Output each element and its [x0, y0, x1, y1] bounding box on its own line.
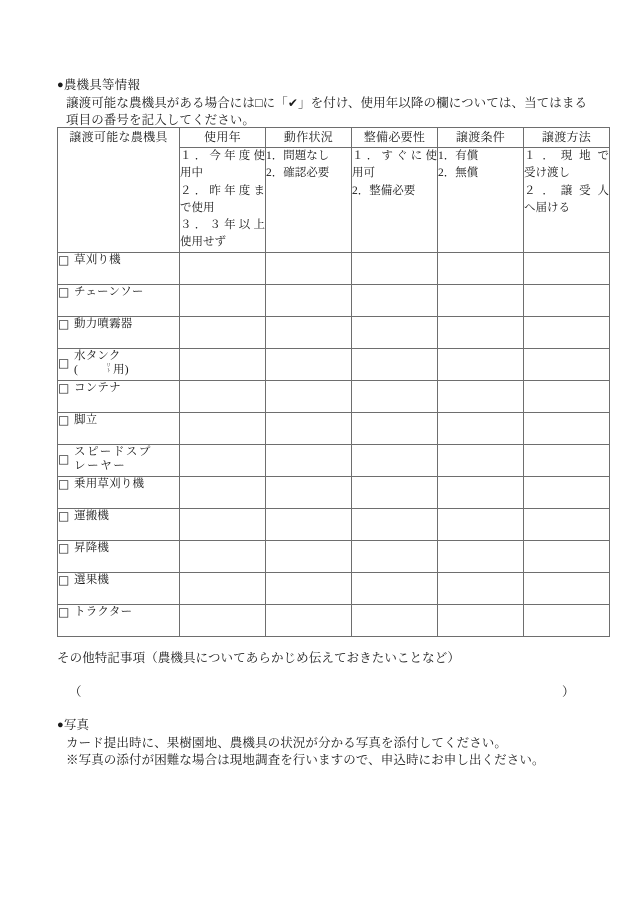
- input-cell-maintenance-need[interactable]: [352, 348, 438, 380]
- input-cell-transfer-terms[interactable]: [438, 252, 524, 284]
- input-cell-operating-condition[interactable]: [266, 412, 352, 444]
- input-cell-usage-year[interactable]: [180, 412, 266, 444]
- option-line: 受け渡し: [524, 167, 570, 180]
- input-cell-transfer-method[interactable]: [524, 380, 610, 412]
- input-cell-operating-condition[interactable]: [266, 444, 352, 476]
- photo-section-heading-text: 写真: [63, 718, 90, 732]
- input-cell-transfer-method[interactable]: [524, 604, 610, 636]
- other-notes-paren-close: ）: [562, 685, 575, 699]
- table-row: [58, 252, 610, 284]
- other-notes-paren-open: （: [69, 685, 82, 699]
- input-cell-transfer-method[interactable]: [524, 284, 610, 316]
- input-cell-transfer-method[interactable]: [524, 476, 610, 508]
- input-cell-maintenance-need[interactable]: [352, 380, 438, 412]
- equipment-label-line-2: レーヤー: [74, 460, 127, 473]
- option-line: 用可: [352, 167, 375, 180]
- table-row: [58, 348, 610, 380]
- equipment-label-line-1: スピードスプ: [74, 445, 153, 458]
- equipment-label: チェーンソー: [74, 286, 144, 299]
- photo-section-heading: [57, 717, 89, 734]
- equipment-table: [57, 127, 610, 637]
- input-cell-usage-year[interactable]: [180, 508, 266, 540]
- instruction-text-before-check: 譲渡可能な農機具がある場合には□に「: [66, 96, 288, 110]
- table-row: [58, 380, 610, 412]
- options-cell-transfer-method: [524, 148, 610, 253]
- input-cell-operating-condition[interactable]: [266, 508, 352, 540]
- equipment-label: [74, 445, 152, 475]
- instruction-text-after-check: 」を付け、使用年以降の欄については、当てはまる: [298, 96, 588, 110]
- input-cell-operating-condition[interactable]: [266, 284, 352, 316]
- equipment-name-cell: [58, 348, 180, 380]
- table-row: [58, 412, 610, 444]
- option-line: 1．問題なし: [266, 150, 330, 162]
- input-cell-transfer-terms[interactable]: [438, 412, 524, 444]
- input-cell-usage-year[interactable]: [180, 316, 266, 348]
- options-cell-operating-condition: [266, 148, 352, 253]
- input-cell-transfer-method[interactable]: [524, 252, 610, 284]
- input-cell-operating-condition[interactable]: [266, 540, 352, 572]
- input-cell-transfer-method[interactable]: [524, 348, 610, 380]
- input-cell-transfer-method[interactable]: [524, 412, 610, 444]
- header-cell-usage-year: 使用年: [180, 128, 266, 148]
- input-cell-usage-year[interactable]: [180, 476, 266, 508]
- equipment-label: トラクター: [74, 606, 133, 619]
- input-cell-transfer-terms[interactable]: [438, 604, 524, 636]
- equipment-section-heading-text: 農機具等情報: [63, 78, 141, 92]
- bullet-icon: ●: [57, 79, 64, 91]
- input-cell-transfer-method[interactable]: [524, 316, 610, 348]
- input-cell-maintenance-need[interactable]: [352, 508, 438, 540]
- photo-instruction-line-2: ※写真の添付が困難な場合は現地調査を行いますので、申込時にお申し出ください。: [66, 753, 545, 767]
- options-cell-maintenance-need: [352, 148, 438, 253]
- equipment-name-cell: [58, 380, 180, 412]
- input-cell-operating-condition[interactable]: [266, 348, 352, 380]
- table-row: [58, 316, 610, 348]
- input-cell-operating-condition[interactable]: [266, 604, 352, 636]
- input-cell-maintenance-need[interactable]: [352, 604, 438, 636]
- input-cell-transfer-terms[interactable]: [438, 380, 524, 412]
- input-cell-transfer-terms[interactable]: [438, 444, 524, 476]
- option-line: 2．整備必要: [352, 184, 416, 197]
- checkbox-icon[interactable]: □: [58, 572, 70, 587]
- equipment-name-cell: [58, 412, 180, 444]
- header-cell-transfer-terms: 譲渡条件: [438, 128, 524, 148]
- table-row: [58, 572, 610, 604]
- equipment-name-cell: [58, 284, 180, 316]
- table-row: [58, 476, 610, 508]
- equipment-label: 脚立: [74, 414, 98, 427]
- input-cell-usage-year[interactable]: [180, 380, 266, 412]
- option-line: 1．有償: [438, 150, 479, 162]
- option-line: ２．譲受人: [524, 184, 609, 197]
- input-cell-transfer-terms[interactable]: [438, 284, 524, 316]
- input-cell-usage-year[interactable]: [180, 540, 266, 572]
- checkbox-icon[interactable]: □: [58, 451, 70, 466]
- equipment-instruction-line-1: [66, 94, 587, 112]
- input-cell-operating-condition[interactable]: [266, 316, 352, 348]
- input-cell-maintenance-need[interactable]: [352, 572, 438, 604]
- input-cell-transfer-method[interactable]: [524, 540, 610, 572]
- input-cell-maintenance-need[interactable]: [352, 540, 438, 572]
- equipment-label: 選果機: [74, 574, 110, 587]
- equipment-label: 昇降機: [74, 542, 110, 555]
- checkbox-icon[interactable]: □: [58, 252, 70, 267]
- equipment-label: 運搬機: [74, 510, 110, 523]
- option-line: 2．確認必要: [266, 167, 330, 180]
- input-cell-transfer-terms[interactable]: [438, 348, 524, 380]
- liter-unit-icon: リ ト: [106, 364, 112, 375]
- option-line: へ届ける: [524, 201, 570, 214]
- input-cell-maintenance-need[interactable]: [352, 444, 438, 476]
- checkmark-icon: ✔: [287, 96, 299, 110]
- equipment-name-cell: [58, 476, 180, 508]
- input-cell-operating-condition[interactable]: [266, 572, 352, 604]
- input-cell-transfer-method[interactable]: [524, 444, 610, 476]
- input-cell-usage-year[interactable]: [180, 572, 266, 604]
- option-line: 用中: [180, 167, 203, 180]
- input-cell-transfer-terms[interactable]: [438, 316, 524, 348]
- option-line: ２．昨年度ま: [180, 184, 265, 197]
- header-cell-equipment-name: 譲渡可能な農機具: [58, 128, 180, 253]
- input-cell-transfer-terms[interactable]: [438, 508, 524, 540]
- input-cell-maintenance-need[interactable]: [352, 316, 438, 348]
- header-cell-maintenance-need: 整備必要性: [352, 128, 438, 148]
- header-cell-transfer-method: 譲渡方法: [524, 128, 610, 148]
- option-line: ３．３年以上: [180, 219, 265, 231]
- equipment-label: 乗用草刈り機: [74, 478, 145, 491]
- header-cell-operating-condition: 動作状況: [266, 128, 352, 148]
- checkbox-icon[interactable]: □: [58, 355, 70, 370]
- paren-open-text: (: [74, 364, 79, 377]
- option-line: 2．無償: [438, 167, 479, 180]
- option-line: １．すぐに使: [352, 150, 437, 162]
- equipment-label: 草刈り機: [74, 254, 121, 267]
- equipment-name-cell: [58, 316, 180, 348]
- input-cell-transfer-terms[interactable]: [438, 540, 524, 572]
- input-cell-maintenance-need[interactable]: [352, 412, 438, 444]
- equipment-label: [74, 349, 129, 379]
- table-header-title-row: [58, 128, 610, 148]
- table-row: [58, 604, 610, 636]
- checkbox-icon[interactable]: □: [58, 316, 70, 331]
- checkbox-icon[interactable]: □: [58, 508, 70, 523]
- equipment-instruction-line-2: 項目の番号を記入してください。: [66, 113, 256, 127]
- equipment-name-cell: [58, 604, 180, 636]
- equipment-name-cell: [58, 444, 180, 476]
- checkbox-icon[interactable]: □: [58, 380, 70, 395]
- input-cell-transfer-method[interactable]: [524, 572, 610, 604]
- option-line: １．現地で: [524, 150, 609, 162]
- equipment-label-line-1: 水タンク: [74, 349, 121, 362]
- equipment-name-cell: [58, 508, 180, 540]
- input-cell-usage-year[interactable]: [180, 604, 266, 636]
- checkbox-icon[interactable]: □: [58, 604, 70, 619]
- input-cell-usage-year[interactable]: [180, 444, 266, 476]
- options-cell-usage-year: [180, 148, 266, 253]
- equipment-name-cell: [58, 540, 180, 572]
- equipment-name-cell: [58, 572, 180, 604]
- table-row: [58, 508, 610, 540]
- checkbox-icon[interactable]: □: [58, 284, 70, 299]
- input-cell-operating-condition[interactable]: [266, 380, 352, 412]
- input-cell-usage-year[interactable]: [180, 252, 266, 284]
- option-line: １．今年度使: [180, 150, 265, 162]
- input-cell-maintenance-need[interactable]: [352, 476, 438, 508]
- bullet-icon: ●: [57, 719, 64, 731]
- input-cell-transfer-terms[interactable]: [438, 476, 524, 508]
- checkbox-icon[interactable]: □: [58, 476, 70, 491]
- options-cell-transfer-terms: [438, 148, 524, 253]
- option-line: で使用: [180, 201, 215, 214]
- equipment-section-heading: [57, 77, 140, 94]
- equipment-label: 動力噴霧器: [74, 318, 133, 331]
- equipment-name-cell: [58, 252, 180, 284]
- input-cell-operating-condition[interactable]: [266, 476, 352, 508]
- table-row: [58, 444, 610, 476]
- photo-instruction-line-1: カード提出時に、果樹園地、農機具の状況が分かる写真を添付してください。: [66, 736, 508, 750]
- input-cell-operating-condition[interactable]: [266, 252, 352, 284]
- input-cell-usage-year[interactable]: [180, 348, 266, 380]
- table-row: [58, 540, 610, 572]
- other-notes-label: その他特記事項（農機具についてあらかじめ伝えておきたいことなど）: [57, 651, 460, 665]
- input-cell-maintenance-need[interactable]: [352, 252, 438, 284]
- unit-suffix-text: 用): [113, 364, 129, 377]
- checkbox-icon[interactable]: □: [58, 412, 70, 427]
- input-cell-transfer-method[interactable]: [524, 508, 610, 540]
- input-cell-maintenance-need[interactable]: [352, 284, 438, 316]
- input-cell-usage-year[interactable]: [180, 284, 266, 316]
- input-cell-transfer-terms[interactable]: [438, 572, 524, 604]
- equipment-capacity-field[interactable]: [74, 363, 129, 378]
- table-row: [58, 284, 610, 316]
- equipment-label: コンテナ: [74, 382, 121, 395]
- option-line: 使用せず: [180, 236, 226, 249]
- checkbox-icon[interactable]: □: [58, 540, 70, 555]
